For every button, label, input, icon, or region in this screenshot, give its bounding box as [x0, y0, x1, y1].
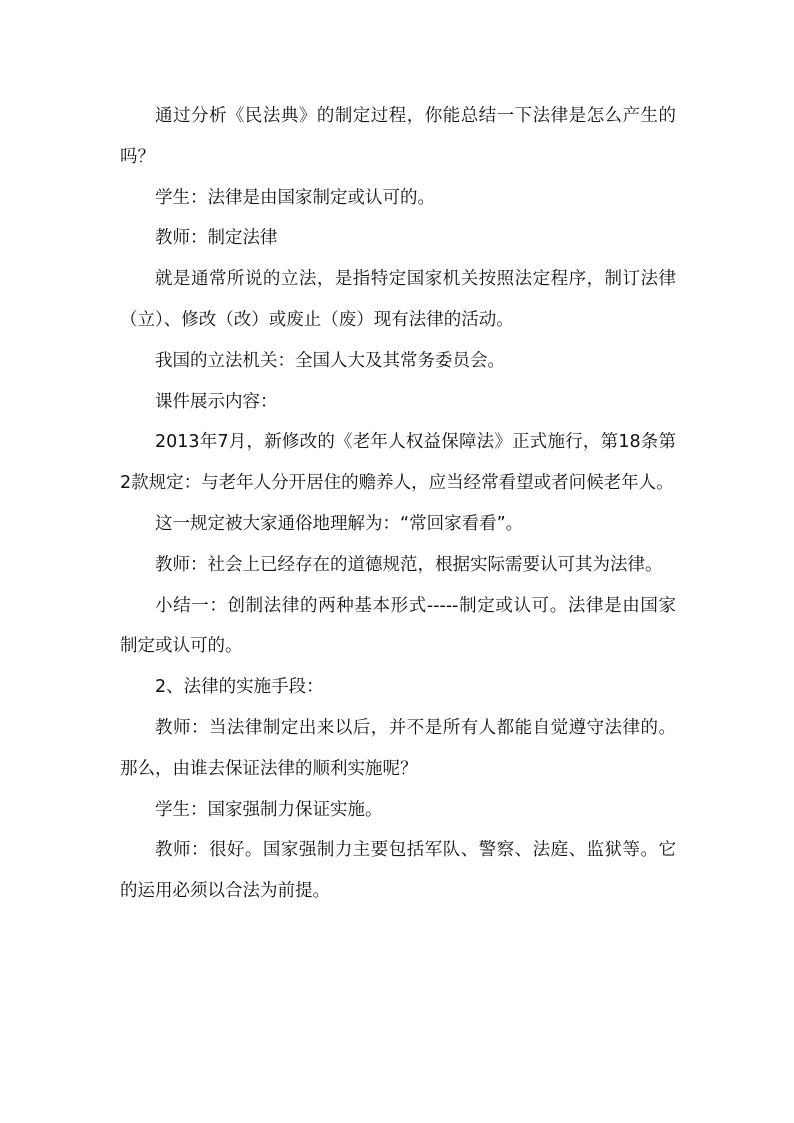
paragraph-teacher-coercive-power: 教师：很好。国家强制力主要包括军队、警察、法庭、监狱等。它的运用必须以合法为前提。	[120, 840, 676, 902]
paragraph-student-answer-1: 学生：法律是由国家制定或认可的。	[155, 187, 435, 208]
paragraph-teacher-moral-norms: 教师：社会上已经存在的道德规范，根据实际需要认可其为法律。	[155, 554, 663, 575]
paragraph-student-answer-2: 学生：国家强制力保证实施。	[155, 799, 383, 820]
paragraph-legislative-body: 我国的立法机关：全国人大及其常务委员会。	[155, 350, 505, 371]
paragraph-intro-question: 通过分析《民法典》的制定过程，你能总结一下法律是怎么产生的吗？	[120, 106, 676, 167]
paragraph-summary-one: 小结一：创制法律的两种基本形式-----制定或认可。法律是由国家制定或认可的。	[120, 595, 676, 657]
document-body	[120, 96, 676, 912]
paragraph-section-heading-2: 2、法律的实施手段：	[155, 677, 324, 698]
paragraph-courseware-label: 课件展示内容：	[155, 391, 278, 412]
paragraph-elderly-law: 2013年7月，新修改的《老年人权益保障法》正式施行，第18条第2款规定：与老年人分开居住的赡养人，应当经常看望或者问候老年人。	[120, 432, 676, 494]
paragraph-popular-interpretation: 这一规定被大家通俗地理解为：“常回家看看”。	[155, 513, 524, 534]
paragraph-teacher-heading: 教师：制定法律	[155, 228, 278, 249]
paragraph-legislation-definition: 就是通常所说的立法，是指特定国家机关按照法定程序，制订法律（立）、修改（改）或废止（废）现有法律的活动。	[120, 269, 676, 330]
paragraph-teacher-question: 教师：当法律制定出来以后，并不是所有人都能自觉遵守法律的。那么，由谁去保证法律的顺利实施呢？	[120, 717, 676, 779]
